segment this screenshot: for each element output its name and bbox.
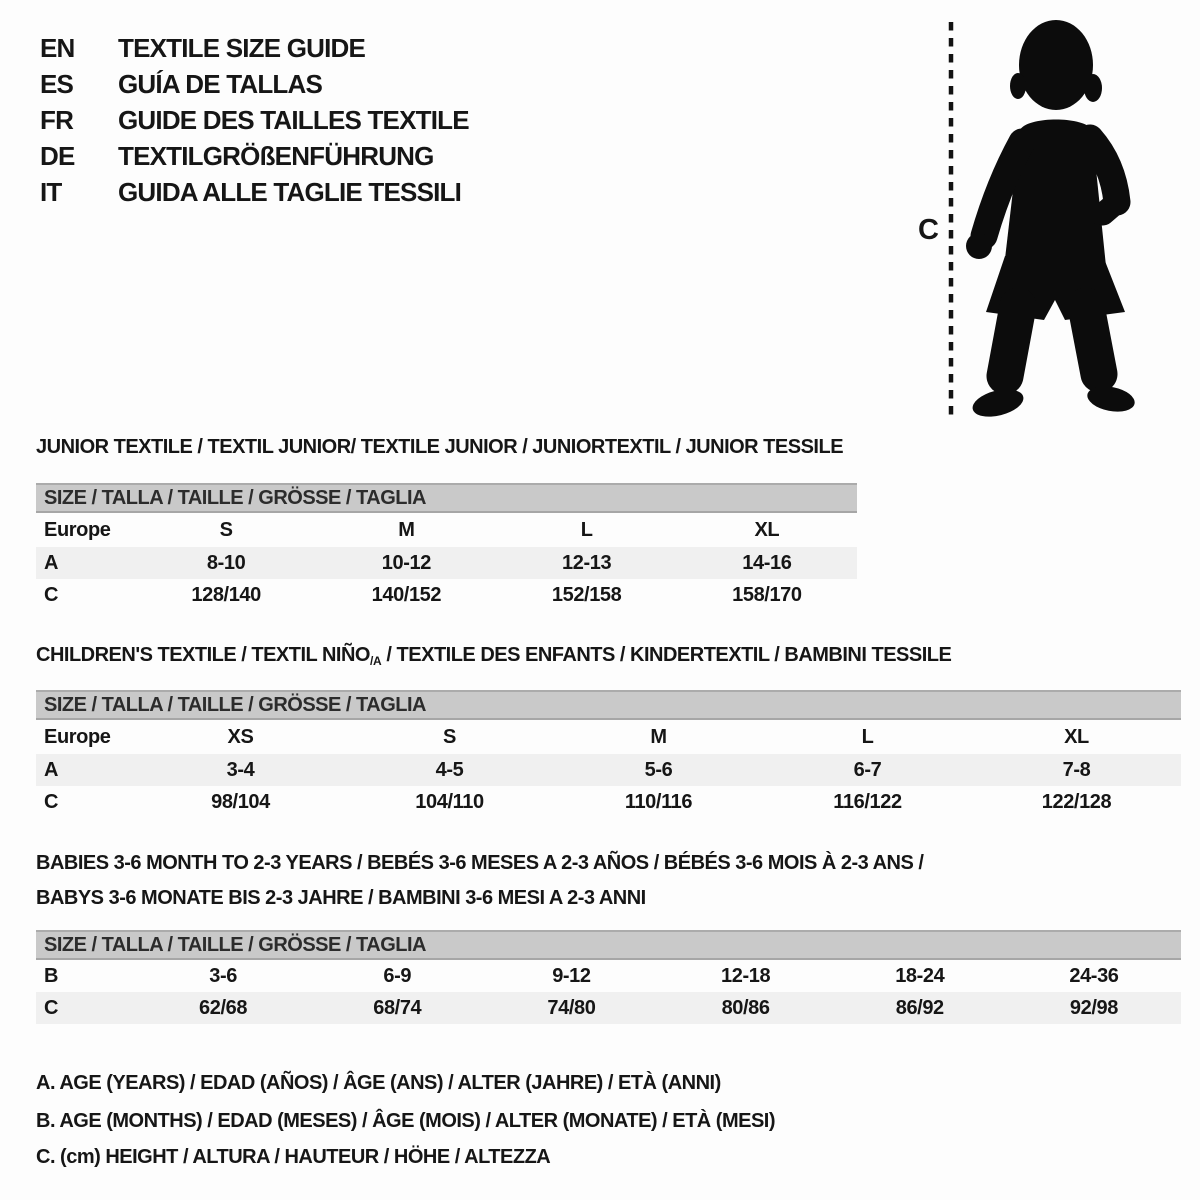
row-label: C [44,996,59,1019]
size-cell: 5-6 [644,758,673,781]
size-cell: 14-16 [742,551,792,574]
size-cell: 24-36 [1069,964,1119,987]
toddler-silhouette [966,20,1137,421]
children-title-text: CHILDREN'S TEXTILE / TEXTIL NIÑO [36,644,370,666]
size-guide-figure [880,0,1200,430]
language-row [40,66,469,102]
babies-section-title-line2: BABYS 3-6 MONATE BIS 2-3 JAHRE / BAMBINI 3-6 MESI A 2-3 ANNI [36,887,646,909]
language-title-list [40,30,469,210]
babies-size-table [36,930,1181,1024]
size-cell: 6-7 [853,758,882,781]
height-measure-label: C [918,214,939,246]
table-header-bar: SIZE / TALLA / TAILLE / GRÖSSE / TAGLIA [36,483,857,513]
size-cell: 68/74 [373,996,422,1019]
size-column-header: L [861,725,874,748]
size-cell: 122/128 [1041,790,1112,813]
table-row [36,992,1181,1024]
size-cell: 6-9 [383,964,412,987]
size-cell: 116/122 [833,790,902,813]
table-columns-row [36,513,857,547]
legend-line-age-months: B. AGE (MONTHS) / EDAD (MESES) / ÂGE (MOIS) / ALTER (MONATE) / ETÀ (MESI) [36,1110,776,1132]
size-cell: 98/104 [211,790,270,813]
size-column-header: XL [1064,725,1089,748]
size-cell: 12-18 [721,964,771,987]
size-cell: 4-5 [435,758,464,781]
size-cell: 8-10 [206,551,246,574]
language-row [40,138,469,174]
language-code: EN [40,32,75,63]
size-cell: 7-8 [1062,758,1091,781]
size-cell: 140/152 [371,583,442,606]
size-column-header: XS [227,725,254,748]
row-label: C [44,790,59,813]
language-row [40,102,469,138]
table-row [36,547,857,579]
size-column-header: XL [754,518,780,541]
size-cell: 152/158 [551,583,622,606]
language-code: ES [40,68,74,99]
table-row [36,579,857,611]
table-row [36,786,1181,818]
language-row [40,174,469,210]
size-cell: 74/80 [547,996,596,1019]
size-cell: 110/116 [624,790,693,813]
size-cell: 10-12 [381,551,431,574]
junior-section-title: JUNIOR TEXTILE / TEXTIL JUNIOR/ TEXTILE JUNIOR / JUNIORTEXTIL / JUNIOR TESSILE [36,436,844,458]
size-column-header: S [443,725,456,748]
size-column-header: M [650,725,667,748]
region-label: Europe [44,518,111,541]
legend-line-height-cm: C. (cm) HEIGHT / ALTURA / HAUTEUR / HÖHE / ALTEZZA [36,1146,551,1168]
row-label: C [44,583,59,606]
language-code: DE [40,140,75,171]
region-label: Europe [44,725,111,748]
children-section-title [36,644,951,668]
row-label: A [44,551,59,574]
size-column-header: S [219,518,233,541]
row-label: A [44,758,59,781]
language-row [40,30,469,66]
language-title: TEXTILE SIZE GUIDE [118,32,366,63]
size-cell: 86/92 [895,996,944,1019]
size-cell: 104/110 [415,790,484,813]
legend-line-age-years: A. AGE (YEARS) / EDAD (AÑOS) / ÂGE (ANS) / ALTER (JAHRE) / ETÀ (ANNI) [36,1072,721,1094]
size-cell: 9-12 [552,964,591,987]
language-title: GUIDE DES TAILLES TEXTILE [118,104,469,135]
language-title: TEXTILGRÖßENFÜHRUNG [118,140,434,171]
size-cell: 92/98 [1069,996,1118,1019]
size-column-header: L [580,518,593,541]
row-label: B [44,964,59,987]
children-title-text: / TEXTILE DES ENFANTS / KINDERTEXTIL / BAMBINI TESSILE [381,644,952,666]
size-cell: 128/140 [191,583,261,606]
table-columns-row [36,720,1181,754]
size-cell: 80/86 [721,996,770,1019]
size-cell: 3-6 [209,964,237,987]
language-code: FR [40,104,74,135]
size-column-header: M [398,518,415,541]
children-title-subscript: /A [369,654,382,668]
size-cell: 18-24 [895,964,945,987]
table-row [36,754,1181,786]
babies-section-title-line1: BABIES 3-6 MONTH TO 2-3 YEARS / BEBÉS 3-6 MESES A 2-3 AÑOS / BÉBÉS 3-6 MOIS À 2-3 ANS / [36,852,924,874]
size-cell: 62/68 [199,996,248,1019]
table-row [36,960,1181,992]
size-cell: 158/170 [732,583,802,606]
size-cell: 12-13 [562,551,612,574]
language-title: GUÍA DE TALLAS [118,68,323,99]
table-header-bar: SIZE / TALLA / TAILLE / GRÖSSE / TAGLIA [36,930,1181,960]
size-cell: 3-4 [226,758,255,781]
language-code: IT [40,176,62,207]
language-title: GUIDA ALLE TAGLIE TESSILI [118,176,462,207]
junior-size-table [36,483,857,611]
table-header-bar: SIZE / TALLA / TAILLE / GRÖSSE / TAGLIA [36,690,1181,720]
children-size-table [36,690,1181,818]
